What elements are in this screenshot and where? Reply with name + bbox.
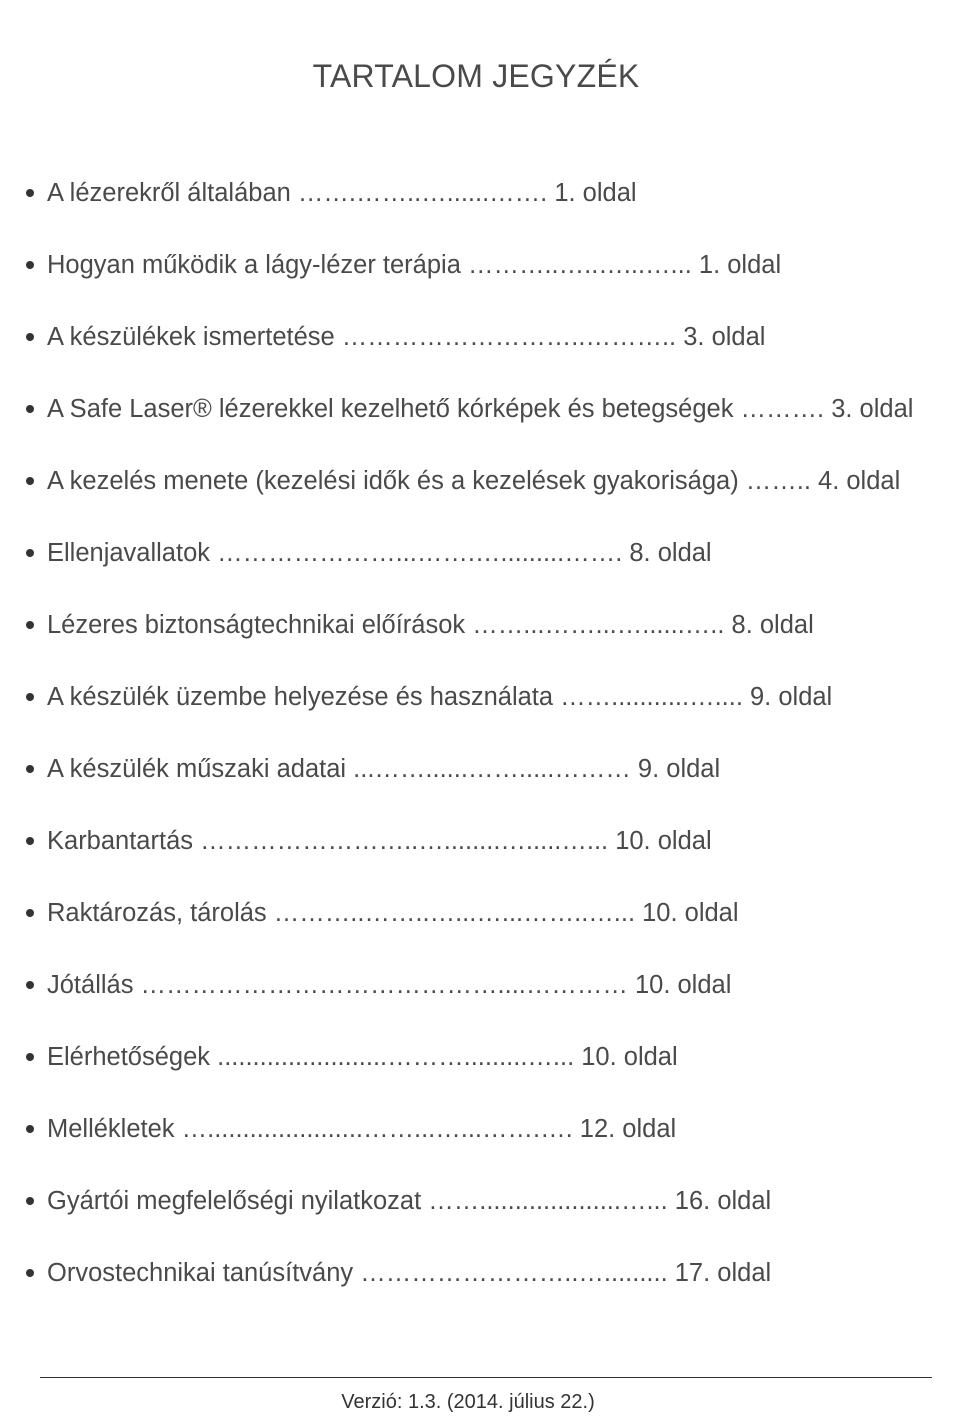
bullet-icon <box>26 261 34 269</box>
version-footer: Verzió: 1.3. (2014. július 22.) <box>341 1391 595 1413</box>
toc-entry <box>0 1104 960 1176</box>
toc-entry <box>0 1176 960 1248</box>
toc-entry-text: A készülék műszaki adatai ...……......…….....……… 9. oldal <box>47 755 721 783</box>
toc-entry <box>0 672 960 744</box>
toc-entry-text: A készülék üzembe helyezése és használata ……...........….... 9. oldal <box>47 683 833 711</box>
bullet-icon <box>26 333 34 341</box>
bullet-icon <box>26 693 34 701</box>
toc-entry-text: Karbantartás ……………………..…........….....…... 10. oldal <box>47 827 712 855</box>
toc-entry-text: Jótállás ……………………………………....………… 10. oldal <box>47 971 732 999</box>
toc-entry <box>0 240 960 312</box>
bullet-icon <box>26 477 34 485</box>
bullet-icon <box>26 189 34 197</box>
bullet-icon <box>26 405 34 413</box>
table-of-contents <box>0 168 960 1320</box>
bullet-icon <box>26 1053 34 1061</box>
toc-entry <box>0 456 960 528</box>
toc-entry-text: A lézerekről általában …….……..…......……. 1. oldal <box>47 179 637 207</box>
toc-entry <box>0 888 960 960</box>
toc-entry <box>0 744 960 816</box>
toc-entry-text: Hogyan működik a lágy-lézer terápia ………..…..…...…... 1. oldal <box>47 251 782 279</box>
toc-entry <box>0 312 960 384</box>
toc-entry <box>0 600 960 672</box>
toc-entry <box>0 1248 960 1320</box>
toc-entry-text: Orvostechnikai tanúsítvány ……………………..…......... 17. oldal <box>47 1259 772 1287</box>
bullet-icon <box>26 621 34 629</box>
bullet-icon <box>26 549 34 557</box>
bullet-icon <box>26 981 34 989</box>
toc-entry-text: Raktározás, tárolás ………..……..…...…...……..…... 10. oldal <box>47 899 739 927</box>
toc-entry-text: Gyártói megfelelőségi nyilatkozat ……....................…... 16. oldal <box>47 1187 772 1215</box>
toc-entry-text: Elérhetőségek ........................……….........…... 10. oldal <box>47 1043 678 1071</box>
toc-entry-text: Ellenjavallatok …………………...…….….........……. 8. oldal <box>47 539 712 567</box>
bullet-icon <box>26 765 34 773</box>
toc-entry-text: A készülékek ismertetése ………………………..……….. 3. oldal <box>47 323 766 351</box>
bullet-icon <box>26 1197 34 1205</box>
toc-entry <box>0 384 960 456</box>
toc-entry <box>0 528 960 600</box>
toc-entry-text: A Safe Laser® lézerekkel kezelhető kórképek és betegségek ………. 3. oldal <box>47 395 914 423</box>
bullet-icon <box>26 1125 34 1133</box>
bullet-icon <box>26 909 34 917</box>
footer-divider <box>40 1377 932 1378</box>
toc-entry-text: A kezelés menete (kezelési idők és a kezelések gyakorisága) …….. 4. oldal <box>47 467 901 495</box>
toc-entry-text: Lézeres biztonságtechnikai előírások ……...……...…......….. 8. oldal <box>47 611 814 639</box>
toc-entry <box>0 816 960 888</box>
toc-entry <box>0 960 960 1032</box>
page-title: TARTALOM JEGYZÉK <box>312 58 640 94</box>
bullet-icon <box>26 1269 34 1277</box>
toc-entry <box>0 1032 960 1104</box>
toc-entry-text: Mellékletek …......................……...…...…….…. 12. oldal <box>47 1115 677 1143</box>
bullet-icon <box>26 837 34 845</box>
toc-entry <box>0 168 960 240</box>
